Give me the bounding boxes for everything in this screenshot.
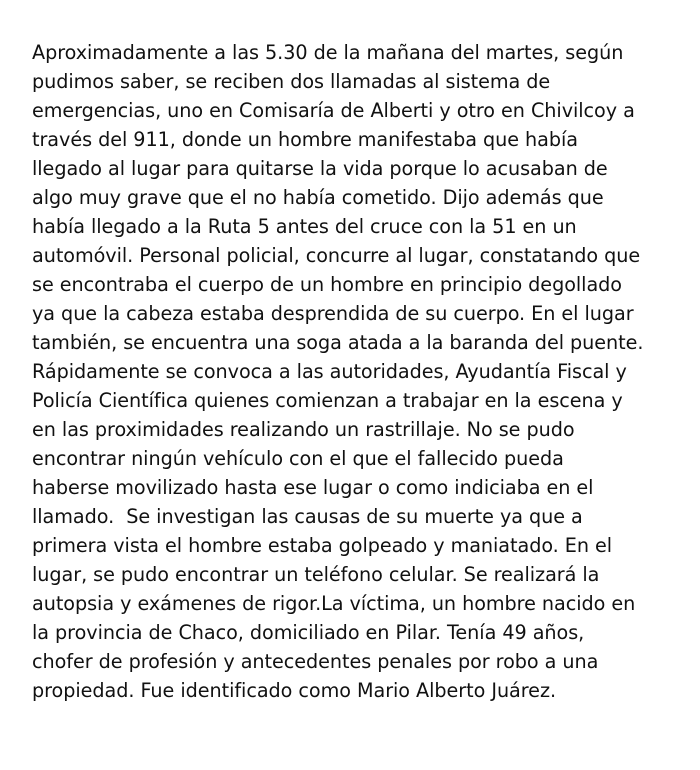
article-line: autopsia y exámenes de rigor.La víctima, un hombre nacido en <box>32 592 636 615</box>
article-line: llegado al lugar para quitarse la vida porque lo acusaban de <box>32 157 608 180</box>
article-line: primera vista el hombre estaba golpeado y maniatado. En el <box>32 534 613 557</box>
article-line: chofer de profesión y antecedentes penales por robo a una <box>32 650 599 673</box>
article-line: algo muy grave que el no había cometido. Dijo además que <box>32 186 604 209</box>
article-line: también, se encuentra una soga atada a la baranda del puente. <box>32 331 644 354</box>
article-line: lugar, se pudo encontrar un teléfono celular. Se realizará la <box>32 563 600 586</box>
article-line: la provincia de Chaco, domiciliado en Pilar. Tenía 49 años, <box>32 621 585 644</box>
article-line: Aproximadamente a las 5.30 de la mañana del martes, según <box>32 41 624 64</box>
article-line: automóvil. Personal policial, concurre al lugar, constatando que <box>32 244 641 267</box>
article-line: en las proximidades realizando un rastrillaje. No se pudo <box>32 418 575 441</box>
article-line: encontrar ningún vehículo con el que el fallecido pueda <box>32 447 564 470</box>
article-line: propiedad. Fue identificado como Mario Alberto Juárez. <box>32 679 557 702</box>
article-line: ya que la cabeza estaba desprendida de su cuerpo. En el lugar <box>32 302 634 325</box>
article-line: emergencias, uno en Comisaría de Alberti y otro en Chivilcoy a <box>32 99 635 122</box>
article-line: Policía Científica quienes comienzan a trabajar en la escena y <box>32 389 623 412</box>
article-line: había llegado a la Ruta 5 antes del cruce con la 51 en un <box>32 215 577 238</box>
article-line: haberse movilizado hasta ese lugar o como indiciaba en el <box>32 476 594 499</box>
article-line: través del 911, donde un hombre manifestaba que había <box>32 128 578 151</box>
article-line: Rápidamente se convoca a las autoridades, Ayudantía Fiscal y <box>32 360 627 383</box>
article-body <box>32 38 687 705</box>
article-line: se encontraba el cuerpo de un hombre en principio degollado <box>32 273 622 296</box>
article-line: llamado. Se investigan las causas de su muerte ya que a <box>32 505 583 528</box>
article-line: pudimos saber, se reciben dos llamadas al sistema de <box>32 70 551 93</box>
